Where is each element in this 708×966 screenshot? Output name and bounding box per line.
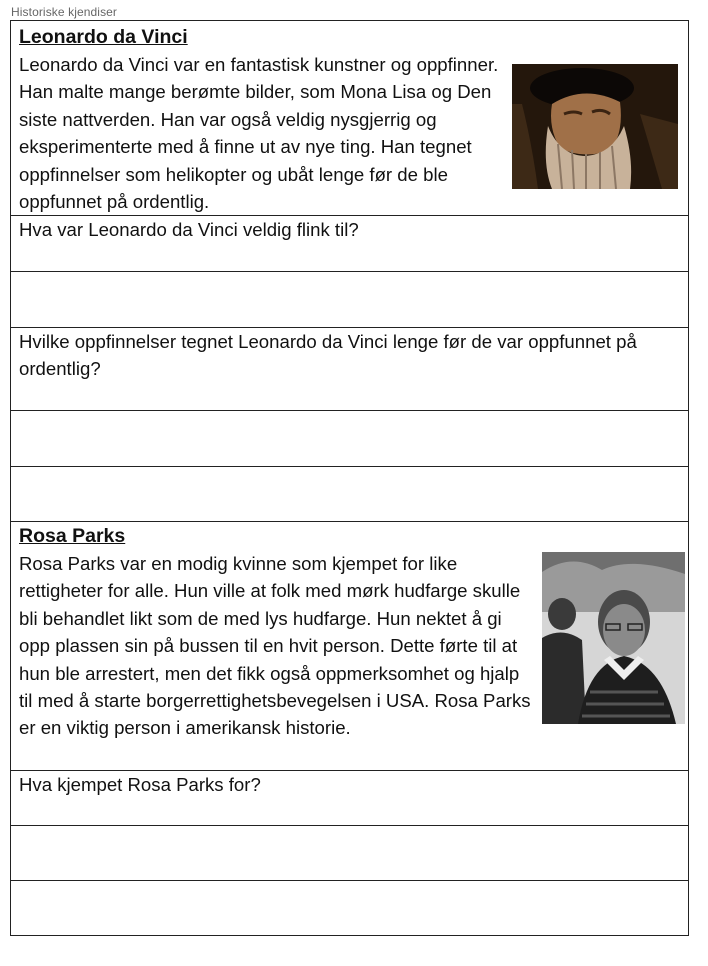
section-text: Rosa Parks var en modig kvinne som kjempet for like rettigheter for alle. Hun ville at folk med mørk hudfarge skulle bli behandlet likt som de med lys hudfarge. Hun nektet å gi opp plassen sin på bussen til en hvit person. Dette førte til at hun ble arrestert, men det fikk også oppmerksomhet og hjalp til med å starte borgerrettighetsbevegelsen i USA. Rosa Parks er en viktig person i amerikansk historie. — [19, 553, 531, 739]
answer-line[interactable] — [11, 467, 688, 522]
question-text: Hva var Leonardo da Vinci veldig flink til? — [19, 219, 359, 240]
worksheet-header: Historiske kjendiser — [11, 5, 118, 19]
section-text: Leonardo da Vinci var en fantastisk kunstner og oppfinner. Han malte mange berømte bilder, som Mona Lisa og Den siste nattverden. Han var også veldig nysgjerrig og eksperimenterte med å finne ut av nye ting. Han tegnet oppfinnelser som helikopter og ubåt lenge før de ble oppfunnet på ordentlig. — [19, 54, 499, 213]
answer-line[interactable] — [11, 881, 688, 936]
answer-line[interactable] — [11, 826, 688, 881]
section-title: Leonardo da Vinci — [19, 26, 188, 48]
section-leonardo — [11, 21, 688, 216]
question-text: Hva kjempet Rosa Parks for? — [19, 774, 261, 795]
leonardo-portrait — [512, 64, 678, 189]
question-text: Hvilke oppfinnelser tegnet Leonardo da Vinci lenge før de var oppfunnet på ordentlig? — [19, 331, 637, 380]
answer-line[interactable] — [11, 411, 688, 467]
section-rosa-parks — [11, 522, 688, 771]
question-row — [11, 771, 688, 826]
answer-line[interactable] — [11, 272, 688, 328]
section-title: Rosa Parks — [19, 525, 126, 547]
question-row — [11, 328, 688, 411]
rosa-parks-photo — [542, 552, 685, 724]
worksheet — [10, 20, 689, 936]
question-row — [11, 216, 688, 272]
